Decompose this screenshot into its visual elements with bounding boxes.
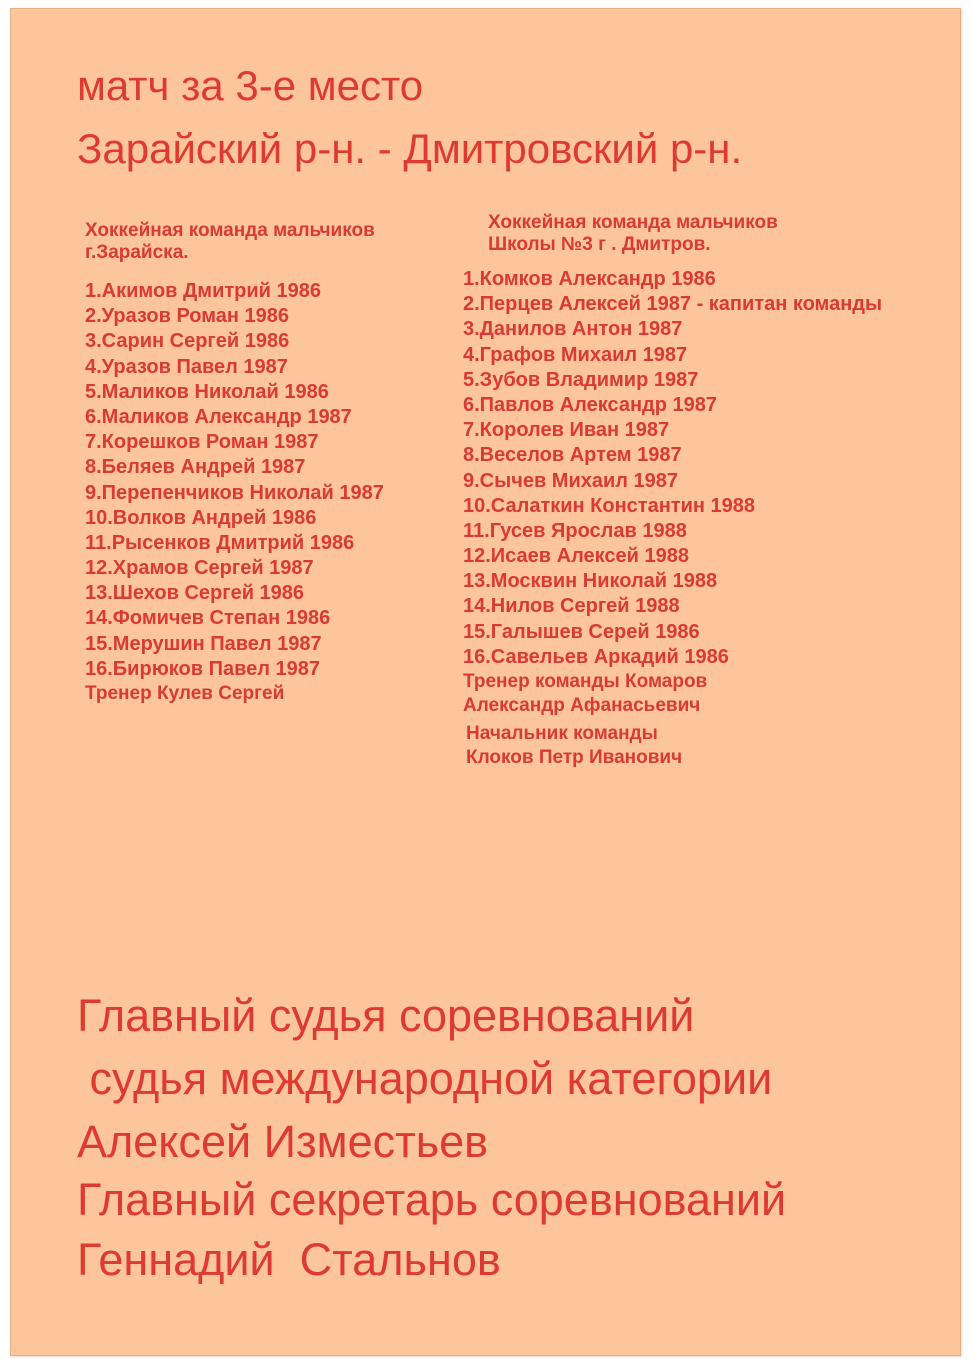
player-item: 7.Корешков Роман 1987 <box>85 431 319 454</box>
player-item: 4.Графов Михаил 1987 <box>463 343 688 366</box>
program-sheet <box>10 8 961 1356</box>
player-item: 6.Павлов Александр 1987 <box>463 393 718 416</box>
player-item: 9.Перепенчиков Николай 1987 <box>85 481 384 504</box>
chief-secretary-name: Геннадий Стальнов <box>77 1234 501 1285</box>
match-teams: Зарайский р-н. - Дмитровский р-н. <box>77 125 743 172</box>
right-team-coach: Тренер команды Комаров <box>463 671 708 692</box>
referee-category: судья международной категории <box>77 1053 773 1104</box>
player-item: 2.Перцев Алексей 1987 - капитан команды <box>463 293 883 316</box>
player-item: 10.Волков Андрей 1986 <box>85 506 317 529</box>
player-item: 4.Уразов Павел 1987 <box>85 355 288 378</box>
player-item: 14.Нилов Сергей 1988 <box>463 595 680 618</box>
player-item: 2.Уразов Роман 1986 <box>85 305 290 328</box>
player-item: 14.Фомичев Степан 1986 <box>85 607 331 630</box>
left-team-heading: Хоккейная команда мальчиков <box>85 220 375 241</box>
player-item: 3.Сарин Сергей 1986 <box>85 330 290 353</box>
player-item: 1.Комков Александр 1986 <box>463 268 716 290</box>
player-item: 12.Исаев Алексей 1988 <box>463 545 689 568</box>
player-item: 1.Акимов Дмитрий 1986 <box>85 280 322 302</box>
player-item: 8.Беляев Андрей 1987 <box>85 456 306 479</box>
chief-referee-name: Алексей Изместьев <box>77 1116 489 1167</box>
player-item: 5.Маликов Николай 1986 <box>85 380 329 403</box>
player-item: 5.Зубов Владимир 1987 <box>463 368 699 391</box>
player-item: 11.Рысенков Дмитрий 1986 <box>85 531 355 554</box>
right-team-coach-name: Александр Афанасьевич <box>463 695 701 716</box>
player-item: 16.Бирюков Павел 1987 <box>85 657 320 680</box>
player-item: 3.Данилов Антон 1987 <box>463 318 683 341</box>
left-team-coach: Тренер Кулев Сергей <box>85 683 285 704</box>
player-item: 11.Гусев Ярослав 1988 <box>463 519 687 542</box>
player-item: 8.Веселов Артем 1987 <box>463 444 682 467</box>
chief-referee-title: Главный судья соревнований <box>77 990 695 1041</box>
right-team-manager-name: Клоков Петр Иванович <box>466 747 683 768</box>
player-item: 15.Мерушин Павел 1987 <box>85 632 322 655</box>
player-item: 10.Салаткин Константин 1988 <box>463 494 756 517</box>
right-team-roster <box>463 212 882 770</box>
left-team-city: г.Зарайска. <box>85 242 189 263</box>
right-team-heading: Хоккейная команда мальчиков <box>488 212 778 233</box>
left-team-player-list <box>85 279 384 682</box>
player-item: 16.Савельев Аркадий 1986 <box>463 645 729 668</box>
match-title: матч за 3-е место <box>77 62 424 109</box>
player-item: 12.Храмов Сергей 1987 <box>85 557 314 580</box>
right-team-player-list <box>463 267 882 670</box>
player-item: 13.Москвин Николай 1988 <box>463 570 718 593</box>
left-team-roster <box>85 220 384 706</box>
player-item: 7.Королев Иван 1987 <box>463 419 670 442</box>
right-team-manager: Начальник команды <box>466 723 658 744</box>
player-item: 15.Галышев Серей 1986 <box>463 620 700 643</box>
player-item: 13.Шехов Сергей 1986 <box>85 582 305 605</box>
player-item: 9.Сычев Михаил 1987 <box>463 469 679 492</box>
chief-secretary-title: Главный секретарь соревнований <box>77 1174 787 1225</box>
right-team-school: Школы №3 г . Дмитров. <box>488 234 711 255</box>
player-item: 6.Маликов Александр 1987 <box>85 405 352 428</box>
